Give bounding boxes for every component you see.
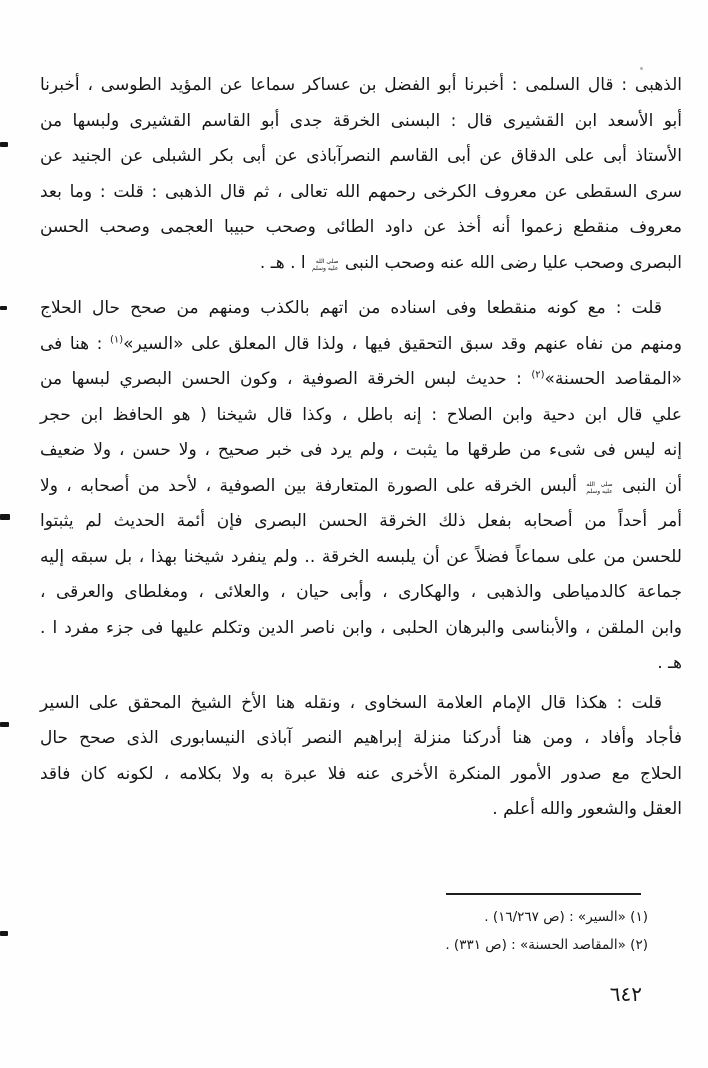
binding-mark	[0, 931, 8, 936]
text-line: علي قال ابن دحية وابن الصلاح : إنه باطل ، وكذا قال شيخنا ( هو الحافظ ابن حجر	[40, 404, 682, 425]
text-line: معروف منقطع زعموا أنه أخذ عن داود الطائى وصحب حبيبا العجمى وصحب الحسن	[40, 217, 682, 237]
footnote-item: (٢) «المقاصد الحسنة» : (ص ٣٣١) .	[445, 937, 648, 953]
text-line: جماعة كالدمياطى والذهبى ، والهكارى ، وأبى حيان ، والعلائى ، ومغلطاى والعرقى ،	[40, 582, 682, 602]
text-line: أمر أحداً من أصحابه بفعل ذلك الخرقة الحسن البصرى فإن أئمة الحديث لم يثبتوا	[40, 511, 682, 531]
paragraph	[40, 68, 682, 281]
binding-mark	[0, 306, 7, 310]
paragraph	[40, 686, 682, 828]
text-line: هـ .	[657, 653, 682, 673]
footnote-separator	[446, 893, 641, 895]
paragraph	[40, 291, 682, 682]
text-line: قلت : هكذا قال الإمام العلامة السخاوى ، ونقله هنا الأخ الشيخ المحقق على السير	[40, 692, 662, 713]
prophet-honorific-ligature: صلى الله عليه وسلم	[586, 480, 613, 495]
text-block	[40, 68, 682, 828]
text-line: الأستاذ أبى على الدقاق عن أبى القاسم النصرآباذى عن أبى بكر الشبلى عن الجنيد عن	[40, 146, 682, 166]
footnote-item: (١) «السير» : (ص ١٦/٢٦٧) .	[484, 909, 648, 925]
binding-mark	[0, 142, 8, 147]
text-line: قلت : مع كونه منقطعا وفى اسناده من اتهم بالكذب ومنهم من صحح حال الحلاج	[40, 298, 662, 318]
page-number: ٦٤٢	[609, 982, 642, 1006]
text-line: للحسن من على سماعاً فضلاً عن أن يلبسه الخرقة .. ولم ينفرد شيخنا بهذا ، بل سبقه إليه	[40, 546, 682, 567]
text-line: إنه ليس فى شىء من طرقها ما يثبت ، ولم يرد فى خبر صحيح ، ولا حسن ، ولا ضعيف	[40, 440, 682, 460]
binding-mark	[0, 722, 9, 727]
text-line: «المقاصد الحسنة»$^{(٢)}$ : حديث لبس الخرقة الصوفية ، وكون الحسن البصري لبسها من	[40, 369, 682, 389]
text-line: الحلاج مع صدور الأمور المنكرة الأخرى عنه فلا عبرة به ولا بكلامه ، لكونه كان فاقد	[40, 763, 682, 784]
text-line: وابن الملقن ، والأبناسى والبرهان الحلبى ، وابن ناصر الدين وتكلم عليها فى جزء مفرد ا .	[40, 617, 682, 638]
footnote-marker: (١)	[109, 333, 124, 345]
footnote-marker: (٢)	[531, 369, 545, 381]
text-line: البصرى وصحب عليا رضى الله عنه وصحب النبى صلى الله عليه وسلم ا . هـ .	[259, 252, 682, 273]
footnotes	[445, 903, 648, 959]
text-line: سرى السقطى عن معروف الكرخى رحمهم الله تعالى ، ثم قال الذهبى : قلت : وما بعد	[40, 181, 682, 202]
binding-mark	[0, 514, 10, 520]
text-line: العقل والشعور والله أعلم .	[492, 799, 682, 819]
prophet-honorific-ligature: صلى الله عليه وسلم	[312, 257, 339, 272]
text-line: فأجاد وأفاد ، ومن هنا أدركنا منزلة إبراهيم النصر آباذى النيسابورى الذى صحح حال	[40, 728, 682, 748]
text-line: ومنهم من نفاه عنهم وقد سبق التحقيق فيها ، ولذا قال المعلق على «السير»$^{(١)}$ : هنا فى	[40, 333, 682, 354]
text-line: أن النبى صلى الله عليه وسلم ألبس الخرقه على الصورة المتعارفة بين الصوفية ، لأحد من أصحابه ، ولا	[40, 475, 682, 496]
text-line: الذهبى : قال السلمى : أخبرنا أبو الفضل بن عساكر سماعا عن المؤيد الطوسى ، أخبرنا	[40, 75, 682, 95]
text-line: أبو الأسعد ابن القشيرى قال : البسنى الخرقة جدى أبو القاسم القشيرى ولبسها من	[40, 110, 682, 131]
